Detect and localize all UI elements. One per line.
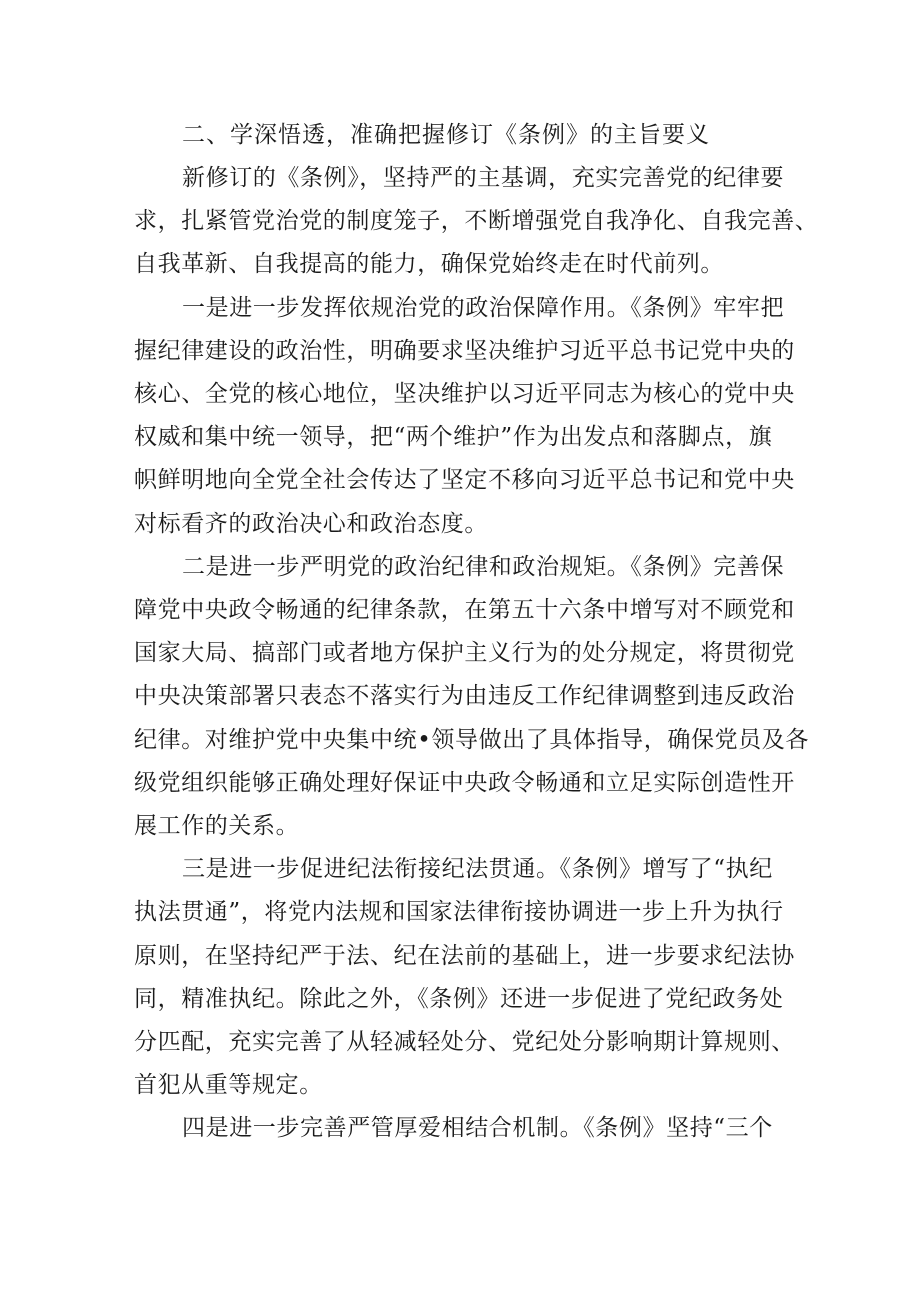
paragraph-point-two xyxy=(134,546,809,848)
paragraph-intro xyxy=(134,157,819,287)
text-line: 同，精准执纪。除此之外，《条例》还进一步促进了党纪政务处 xyxy=(134,985,784,1012)
text-line: 分匹配，充实完善了从轻减轻处分、党纪处分影响期计算规则、 xyxy=(134,1029,795,1056)
text-line: 二是进一步严明党的政治纪律和政治规矩。《条例》完善保 xyxy=(182,553,785,580)
document-body xyxy=(134,114,819,1151)
paragraph-point-three xyxy=(134,848,796,1107)
text-line: 纪律。对维护党中央集中统•领导做出了具体指导，确保党员及各 xyxy=(134,726,809,753)
text-line: 级党组织能够正确处理好保证中央政令畅通和立足实际创造性开 xyxy=(134,769,795,796)
text-line: 求，扎紧管党治党的制度笼子，不断增强党自我净化、自我完善、 xyxy=(134,208,819,235)
text-line: 握纪律建设的政治性，明确要求坚决维护习近平总书记党中央的 xyxy=(134,337,795,364)
text-line: 权威和集中统一领导，把“两个维护”作为出发点和落脚点，旗 xyxy=(134,424,773,451)
text-line: 障党中央政令畅通的纪律条款，在第五十六条中增写对不顾党和 xyxy=(134,597,795,624)
paragraph-point-four xyxy=(134,1107,796,1150)
text-line: 自我革新、自我提高的能力，确保党始终走在时代前列。 xyxy=(134,251,724,278)
paragraph-point-one xyxy=(134,287,796,546)
section-heading: 二、学深悟透，准确把握修订《条例》的主旨要义 xyxy=(182,122,710,148)
text-line: 核心、全党的核心地位，坚决维护以习近平同志为核心的党中央 xyxy=(134,381,795,408)
text-line: 三是进一步促进纪法衔接纪法贯通。《条例》增写了“执纪 xyxy=(182,856,773,883)
text-line: 中央决策部署只表态不落实行为由违反工作纪律调整到违反政治 xyxy=(134,683,795,710)
text-line: 展工作的关系。 xyxy=(134,813,300,840)
text-line: 执法贯通”，将党内法规和国家法律衔接协调进一步上升为执行 xyxy=(134,899,784,926)
text-line: 首犯从重等规定。 xyxy=(134,1072,323,1099)
text-line: 国家大局、搞部门或者地方保护主义行为的处分规定，将贯彻党 xyxy=(134,640,795,667)
text-line: 原则，在坚持纪严于法、纪在法前的基础上，进一步要求纪法协 xyxy=(134,942,795,969)
text-line: 帜鲜明地向全党全社会传达了坚定不移向习近平总书记和党中央 xyxy=(134,467,795,494)
text-line: 对标看齐的政治决心和政治态度。 xyxy=(134,510,488,537)
text-line: 新修订的《条例》，坚持严的主基调，充实完善党的纪律要 xyxy=(182,165,785,191)
text-line: 一是进一步发挥依规治党的政治保障作用。《条例》牢牢把 xyxy=(182,294,785,321)
text-line: 四是进一步完善严管厚爱相结合机制。《条例》坚持“三个 xyxy=(182,1115,773,1142)
